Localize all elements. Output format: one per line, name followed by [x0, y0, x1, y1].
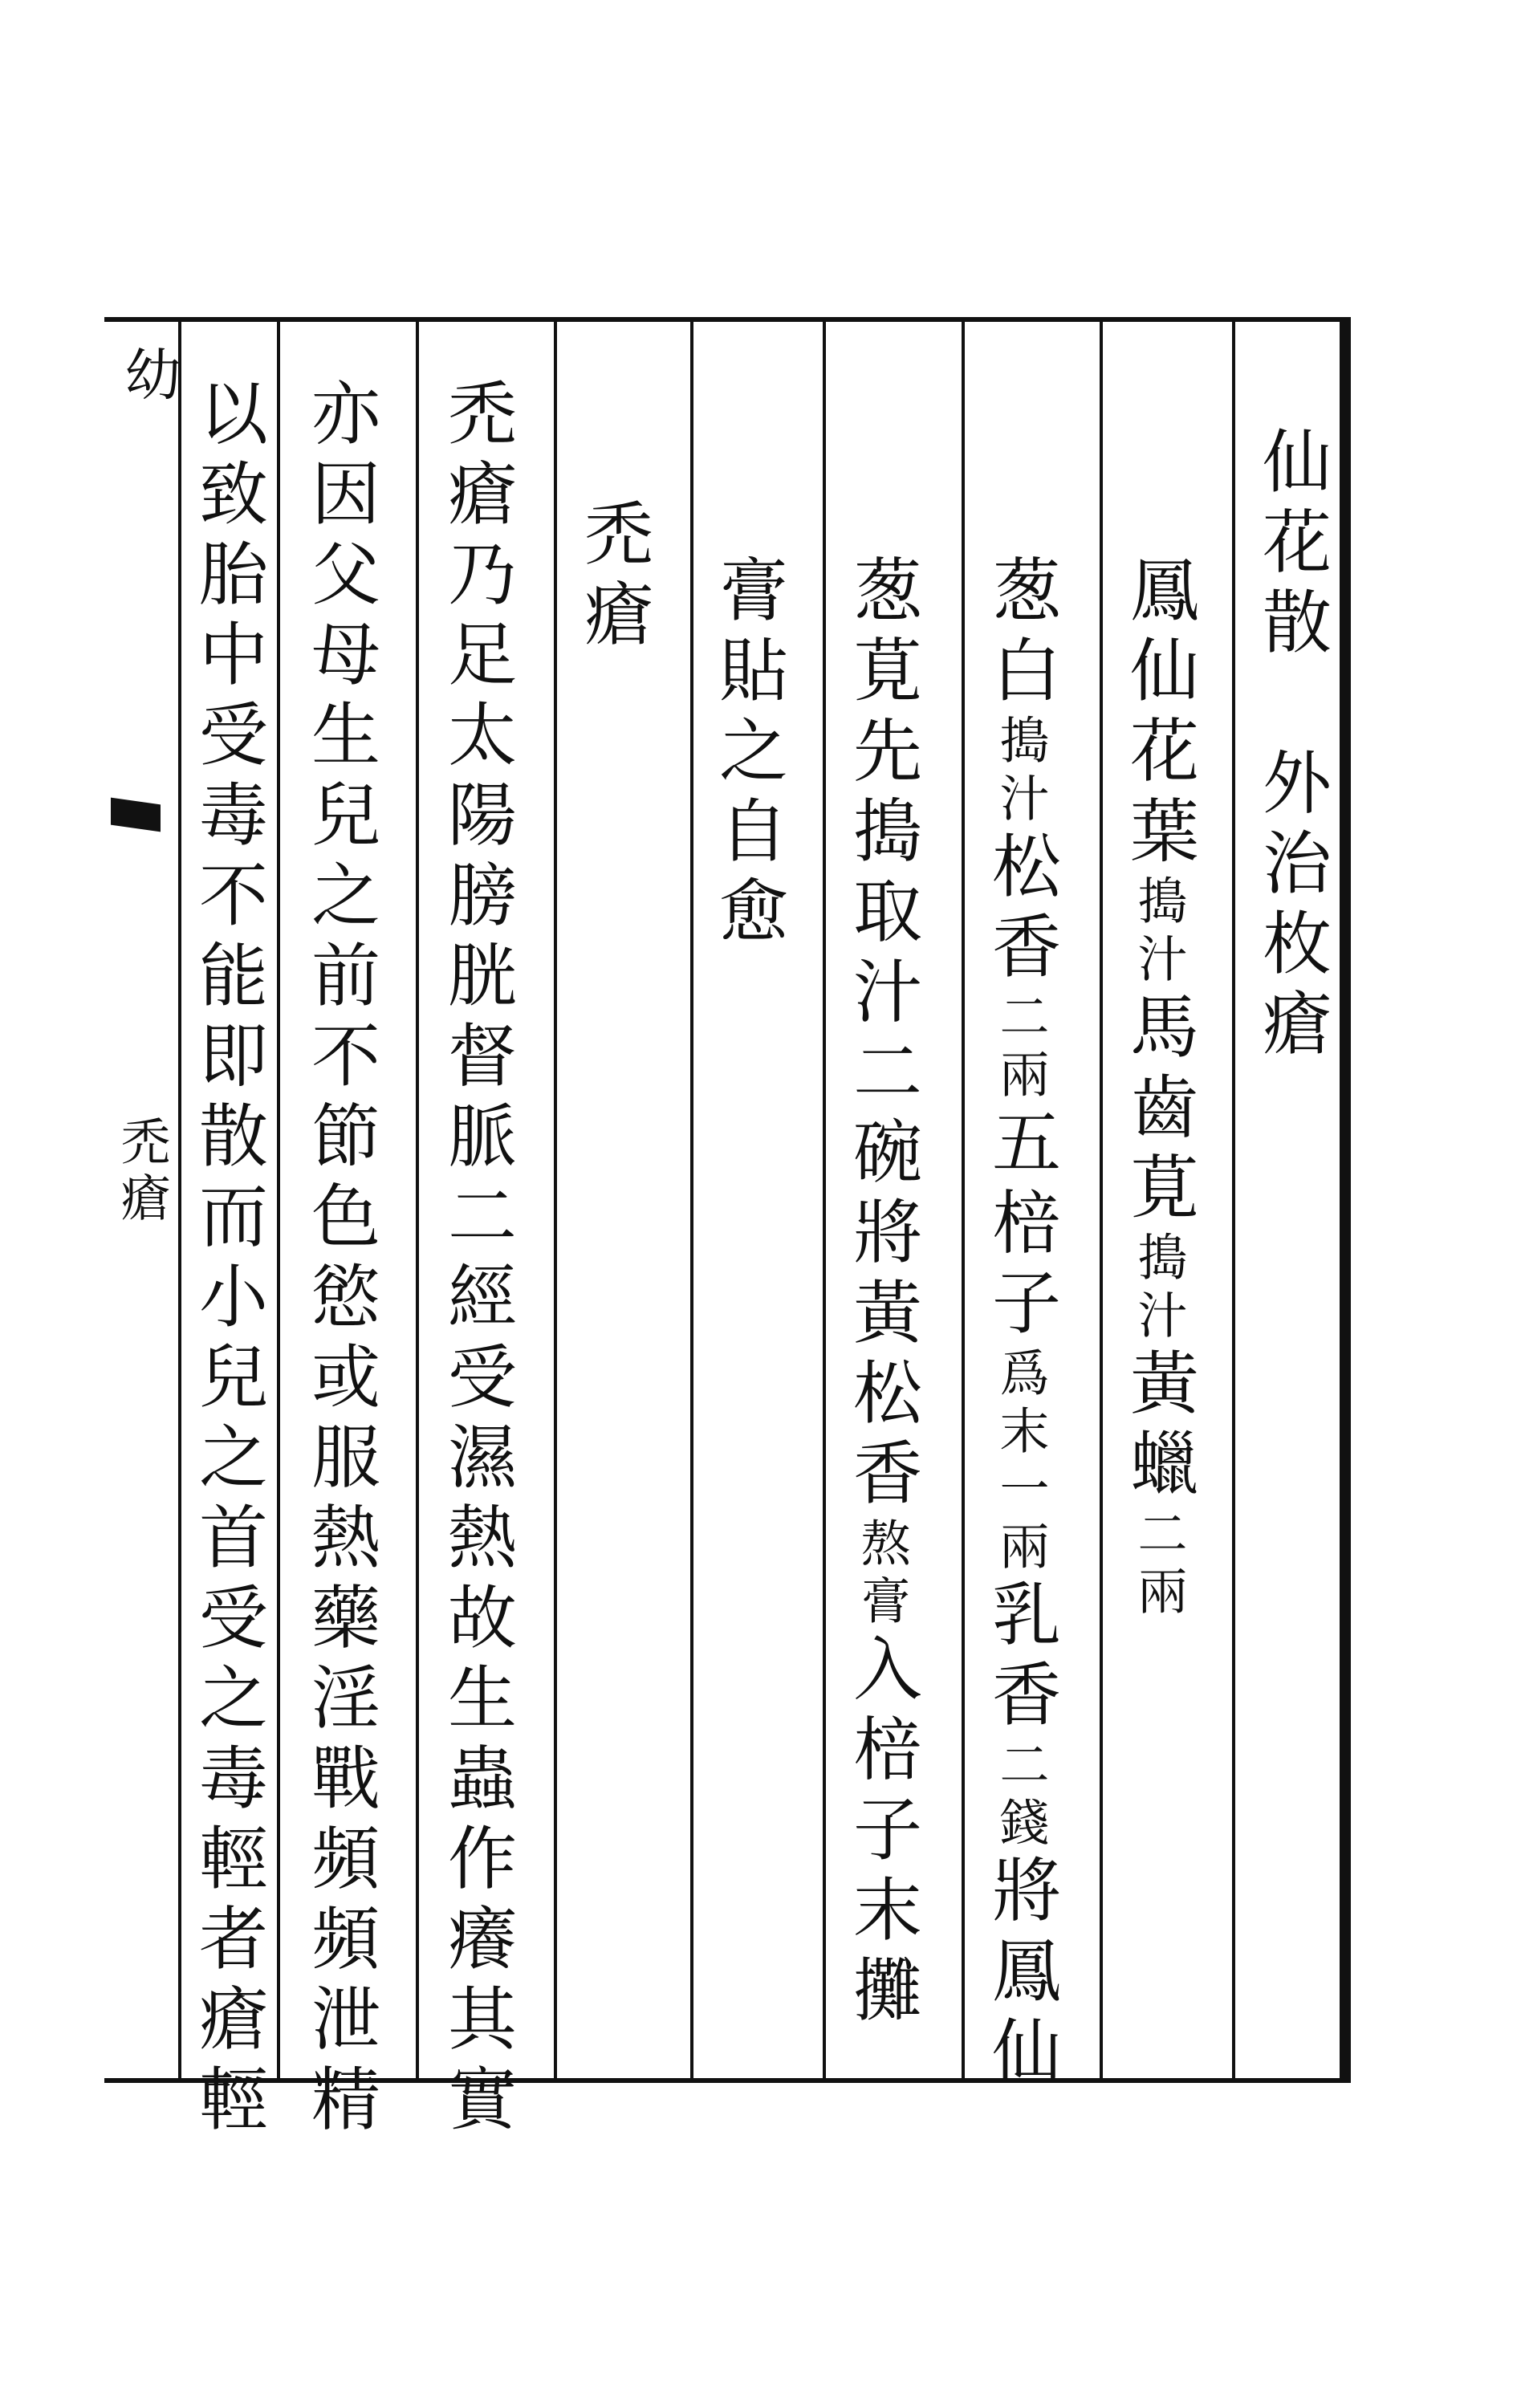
text-column: [841, 554, 921, 2034]
annotation-text: 一兩: [991, 1462, 1050, 1578]
annotation-text: 搗汁: [1129, 1231, 1188, 1347]
annotation-text: 搗汁: [991, 714, 1050, 830]
main-text: 禿瘡乃足太陽膀胱督脈二經受濕熱故生蟲作癢其實: [436, 377, 516, 2143]
text-column: [1118, 554, 1198, 1623]
main-text: 入棓子末攤: [841, 1633, 921, 2034]
text-column: [299, 377, 380, 2143]
column-rule: [554, 317, 557, 2083]
annotation-text: 二兩: [991, 990, 1050, 1106]
annotation-text: 搗汁: [1129, 875, 1188, 990]
main-text: 馬齒莧: [1118, 990, 1198, 1231]
annotation-text: 二錢: [991, 1739, 1050, 1854]
annotation-text: 爲末: [991, 1347, 1050, 1462]
main-text: 將鳳仙: [980, 1854, 1060, 2095]
text-column: [980, 554, 1060, 2095]
column-rule: [690, 317, 693, 2083]
main-text: 外治枚瘡: [1250, 666, 1331, 1068]
text-column: [707, 554, 787, 955]
main-text: 葱白: [980, 554, 1060, 714]
text-column: [187, 377, 267, 2143]
main-text: 黃蠟: [1118, 1347, 1198, 1507]
column-rule: [277, 317, 280, 2083]
column-rule: [416, 317, 419, 2083]
main-text: 葱莧先搗取汁二碗將黃松香: [841, 554, 921, 1517]
main-text: 禿瘡: [572, 498, 653, 658]
main-text: 以致胎中受毒不能即散而小兒之首受之毒輕者瘡輕: [187, 377, 267, 2143]
main-text: 鳳仙花葉: [1118, 554, 1198, 875]
column-rule: [962, 317, 965, 2083]
column-rule: [1100, 317, 1103, 2083]
margin-section-label: 禿瘡: [112, 1116, 171, 1228]
main-text: 仙花散: [1250, 425, 1331, 666]
column-rule: [823, 317, 826, 2083]
main-text: 乳香: [980, 1578, 1060, 1739]
margin-fragment: 幼: [116, 345, 181, 401]
column-rule: [1232, 317, 1235, 2083]
column-rule: [178, 317, 181, 2083]
main-text: 五棓子: [980, 1106, 1060, 1347]
section-heading: [572, 498, 653, 658]
annotation-text: 熬膏: [852, 1517, 911, 1633]
text-column: [436, 377, 516, 2143]
annotation-text: 二兩: [1129, 1507, 1188, 1623]
text-column: [1250, 425, 1331, 1068]
main-text: 松香: [980, 830, 1060, 990]
main-text: 膏貼之自愈: [707, 554, 787, 955]
main-text: 亦因父母生兒之前不節色慾或服熱藥淫戰頻頻泄精: [299, 377, 380, 2143]
